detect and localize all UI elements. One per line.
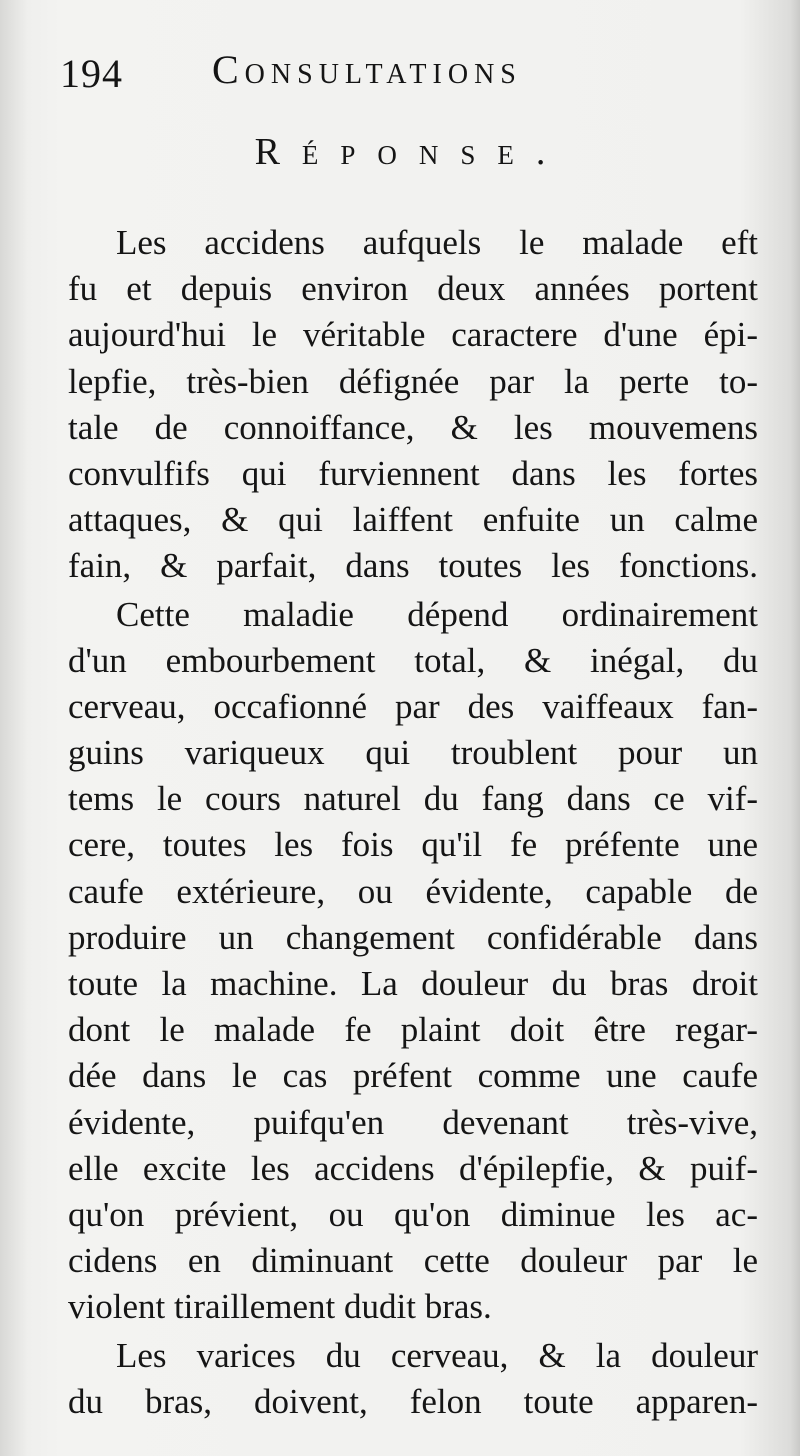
text-line: caufe extérieure, ou évidente, capable de xyxy=(68,871,758,911)
text-line: fu et depuis environ deux années portent xyxy=(68,269,758,309)
text-line: dée dans le cas préfent comme une caufe xyxy=(68,1056,758,1096)
text-line: Cette maladie dépend ordinairement xyxy=(116,594,758,634)
paragraph-2 xyxy=(68,592,758,1331)
text-line: aujourd'hui le véritable caractere d'une épi- xyxy=(68,315,758,355)
text-line: cerveau, occafionné par des vaiffeaux fan- xyxy=(68,686,758,726)
text-line: d'un embourbement total, & inégal, du xyxy=(68,640,758,680)
section-title: Réponse. xyxy=(254,131,568,173)
text-line: produire un changement confidérable dans xyxy=(68,917,758,957)
text-line: du bras, doivent, felon toute apparen- xyxy=(68,1381,758,1421)
text-line: Les accidens aufquels le malade eft xyxy=(116,223,758,262)
text-line: Les varices du cerveau, & la douleur xyxy=(116,1335,758,1375)
text-line: cere, toutes les fois qu'il fe préfente une xyxy=(68,825,758,865)
text-line: tems le cours naturel du fang dans ce vif- xyxy=(68,779,758,819)
text-line: fain, & parfait, dans toutes les fonctions. xyxy=(68,546,758,586)
text-line: attaques, & qui laiffent enfuite un calme xyxy=(68,500,758,540)
text-line: convulfifs qui furviennent dans les fortes xyxy=(68,453,758,493)
text-line: qu'on prévient, ou qu'on diminue les ac- xyxy=(68,1194,758,1234)
paragraph-1 xyxy=(68,220,758,590)
text-line: tale de connoiffance, & les mouvemens xyxy=(68,407,758,447)
text-line: guins variqueux qui troublent pour un xyxy=(68,733,758,773)
text-line: dont le malade fe plaint doit être regar- xyxy=(68,1010,758,1050)
text-line: lepfie, très-bien défignée par la perte to- xyxy=(68,361,758,401)
running-head-title: Consultations xyxy=(212,47,522,92)
text-line: cidens en diminuant cette douleur par le xyxy=(68,1241,758,1281)
text-line: violent tiraillement dudit bras. xyxy=(68,1287,492,1327)
text-line: évidente, puifqu'en devenant très-vive, xyxy=(68,1102,758,1142)
page-number: 194 xyxy=(60,51,123,96)
running-head xyxy=(60,42,760,102)
paragraph-3 xyxy=(68,1333,758,1425)
text-line: toute la machine. La douleur du bras droit xyxy=(68,964,758,1003)
body-text xyxy=(68,220,758,1425)
text-line: elle excite les accidens d'épilepfie, & puif- xyxy=(68,1148,758,1188)
